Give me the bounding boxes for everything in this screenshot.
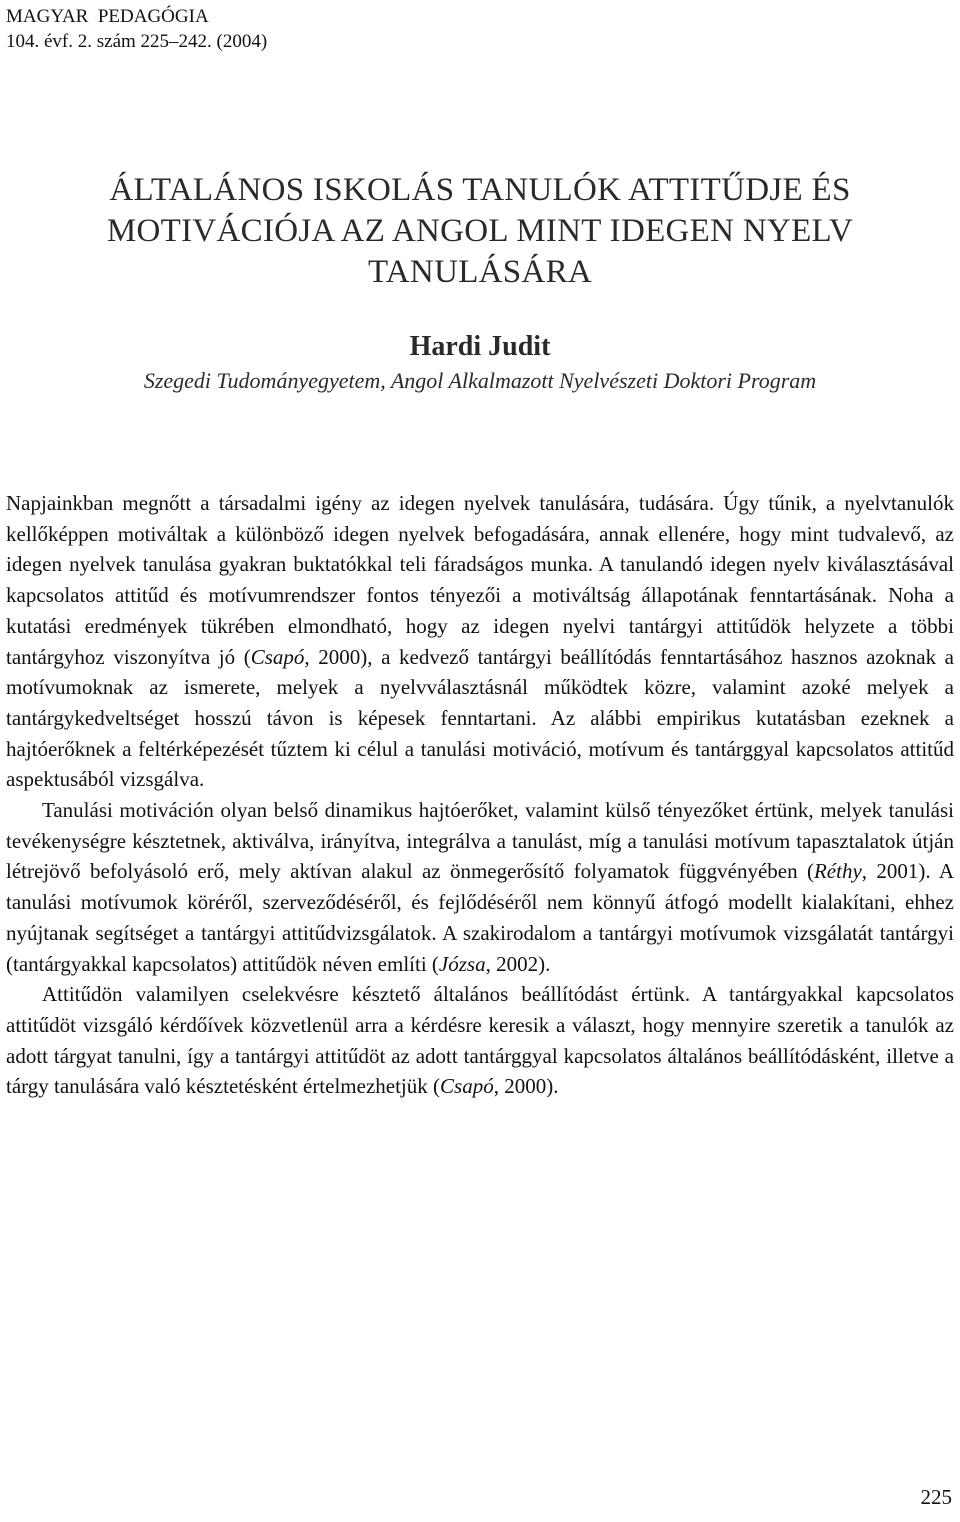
citation-csapo: Csapó: [250, 644, 305, 669]
page-number: 225: [920, 1485, 952, 1509]
title-line-1: ÁLTALÁNOS ISKOLÁS TANULÓK ATTITŰDJE ÉS: [109, 172, 851, 208]
paragraph-1-text-a: Napjainkban megnőtt a társadalmi igény az idegen nyelvek tanulására, tudására. Úgy tűnik, a nyelvtanulók kellőképpen motiváltak a különböző idegen nyelvek befogadására, annak ellenére, hogy mint tudvalevő, az idegen nyelvek tanulása gyakran buktatókkal teli fáradságos munka. A tanulandó idegen nyelv kiválasztásával kapcsolatos attitűd és motívumrendszer fontos tényezői a motiváltság állapotának fenntartásának. Noha a kutatási eredmények tükrében elmondható, hogy az idegen nyelvi tantárgyi attitűdök helyzete a többi tantárgyhoz viszonyítva jó (: [6, 491, 954, 669]
paragraph-2-text-a: Tanulási motiváción olyan belső dinamikus hajtóerőket, valamint külső tényezőket értünk, melyek tanulási tevékenységre késztetnek, aktiválva, irányítva, integrálva a tanulást, míg a tanulási motívum tapasztalatok útján létrejövő befolyásoló erő, mely aktívan alakul az önmegerősítő folyamatok függvényében (: [6, 798, 954, 884]
journal-issue: 104. évf. 2. szám 225–242. (2004): [6, 31, 268, 52]
title-line-3: TANULÁSÁRA: [367, 254, 593, 290]
paragraph-3-text-b: , 2000).: [493, 1074, 559, 1099]
citation-jozsa: Józsa: [438, 951, 486, 976]
paragraph-3-text-a: Attitűdön valamilyen cselekvésre késztető általános beállítódást értünk. A tantárgyakkal kapcsolatos attitűdöt vizsgáló kérdőívek közvetlenül arra a kérdésre keresik a választ, hogy mennyire szeretik a tanulók az adott tárgyat tanulni, így a tantárgyi attitűdöt az adott tantárggyal kapcsolatos általános beállítódásként, illetve a tárgy tanulására való késztetésként értelmezhetjük (: [6, 982, 954, 1099]
paragraph-2-text-c: , 2002).: [485, 951, 551, 976]
citation-rethy: Réthy: [813, 859, 862, 884]
paragraph-2: [6, 795, 954, 979]
paragraph-3: [6, 979, 954, 1102]
journal-header: [6, 4, 267, 54]
paragraph-1: [6, 488, 954, 795]
journal-name: MAGYAR PEDAGÓGIA: [6, 6, 209, 27]
citation-csapo-2: Csapó: [440, 1074, 494, 1099]
paragraph-1-text-b: , 2000), a kedvező tantárgyi beállítódás fenntartásához hasznos azoknak a motívumoknak az ismerete, melyek a nyelvválasztásnál működtek közre, valamint azoké melyek a tantárgykedveltséget hosszú távon is képesek fenntartani. Az alábbi empirikus kutatásban ezeknek a hajtóerőknek a feltérképezését tűztem ki célul a tanulási motiváció, motívum és tantárggyal kapcsolatos attitűd aspektusából vizsgálva.: [6, 644, 955, 792]
author-affiliation: Szegedi Tudományegyetem, Angol Alkalmazott Nyelvészeti Doktori Program: [143, 368, 817, 393]
title-line-2: MOTIVÁCIÓJA AZ ANGOL MINT IDEGEN NYELV: [106, 213, 854, 249]
author-name: Hardi Judit: [409, 331, 551, 362]
paragraph-2-text-b: , 2001). A tanulási motívumok köréről, szerveződéséről, és fejlődéséről nem könnyű átfogó modellt kialakítani, ehhez nyújtanak segítséget a tantárgyi attitűdvizsgálatok. A szakirodalom a tantárgyi motívumok vizsgálatát tantárgyi (tantárgyakkal kapcsolatos) attitűdök néven említi (: [6, 859, 955, 976]
article-title: [0, 170, 960, 293]
article-body: [6, 488, 954, 1102]
